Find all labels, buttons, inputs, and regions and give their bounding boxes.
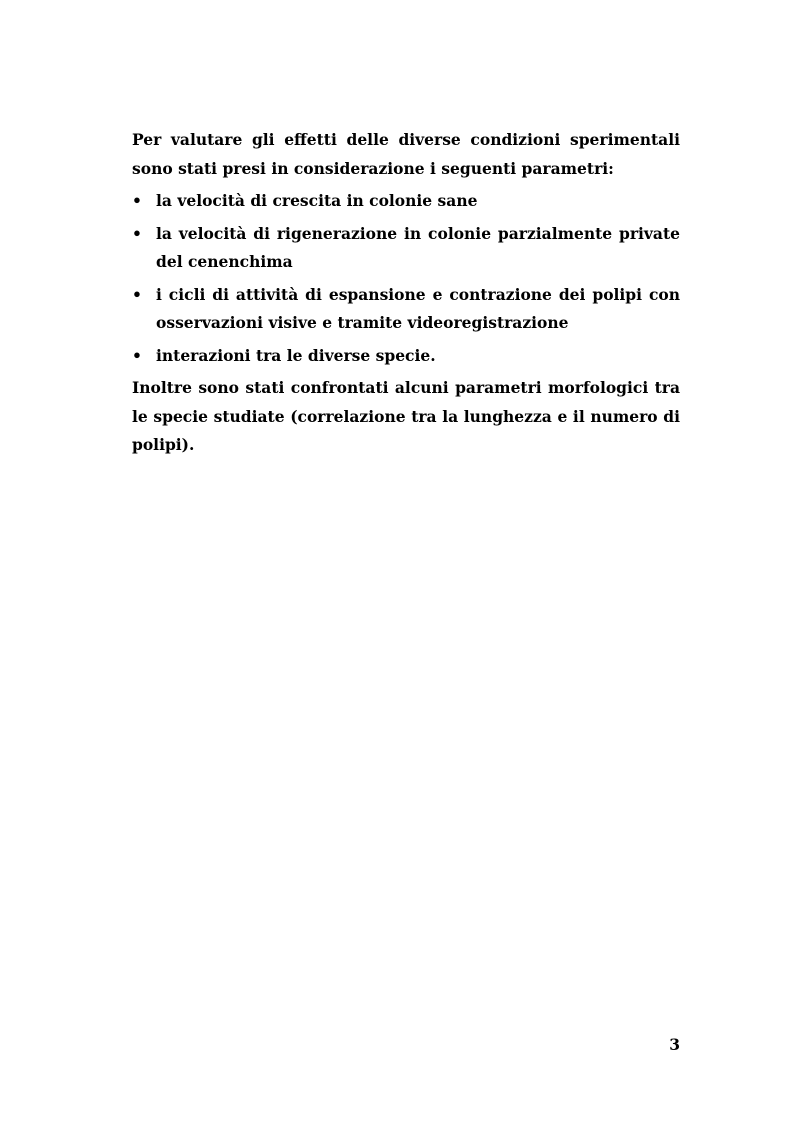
list-item-text: interazioni tra le diverse specie. — [156, 345, 436, 365]
list-item — [132, 220, 680, 277]
bullet-icon: • — [132, 191, 142, 210]
parameters-list — [132, 187, 680, 370]
page-number: 3 — [669, 1035, 680, 1054]
bullet-icon: • — [132, 284, 142, 304]
page-body — [132, 126, 680, 460]
intro-paragraph: Per valutare gli effetti delle diverse condizioni sperimentali sono stati presi in considerazione i seguenti parametri: — [132, 130, 680, 178]
list-item-text: la velocità di crescita in colonie sane — [156, 191, 478, 210]
bullet-icon: • — [132, 223, 142, 243]
list-item-text: la velocità di rigenerazione in colonie parzialmente private del cenenchima — [156, 223, 680, 271]
bullet-icon: • — [132, 345, 142, 365]
list-item — [132, 281, 680, 338]
list-item-text: i cicli di attività di espansione e contrazione dei polipi con osservazioni visive e tramite videoregistrazione — [156, 284, 680, 332]
list-item — [132, 342, 680, 371]
closing-paragraph: Inoltre sono stati confrontati alcuni parametri morfologici tra le specie studiate (correlazione tra la lunghezza e il numero di polipi). — [132, 378, 680, 454]
list-item — [132, 187, 680, 216]
